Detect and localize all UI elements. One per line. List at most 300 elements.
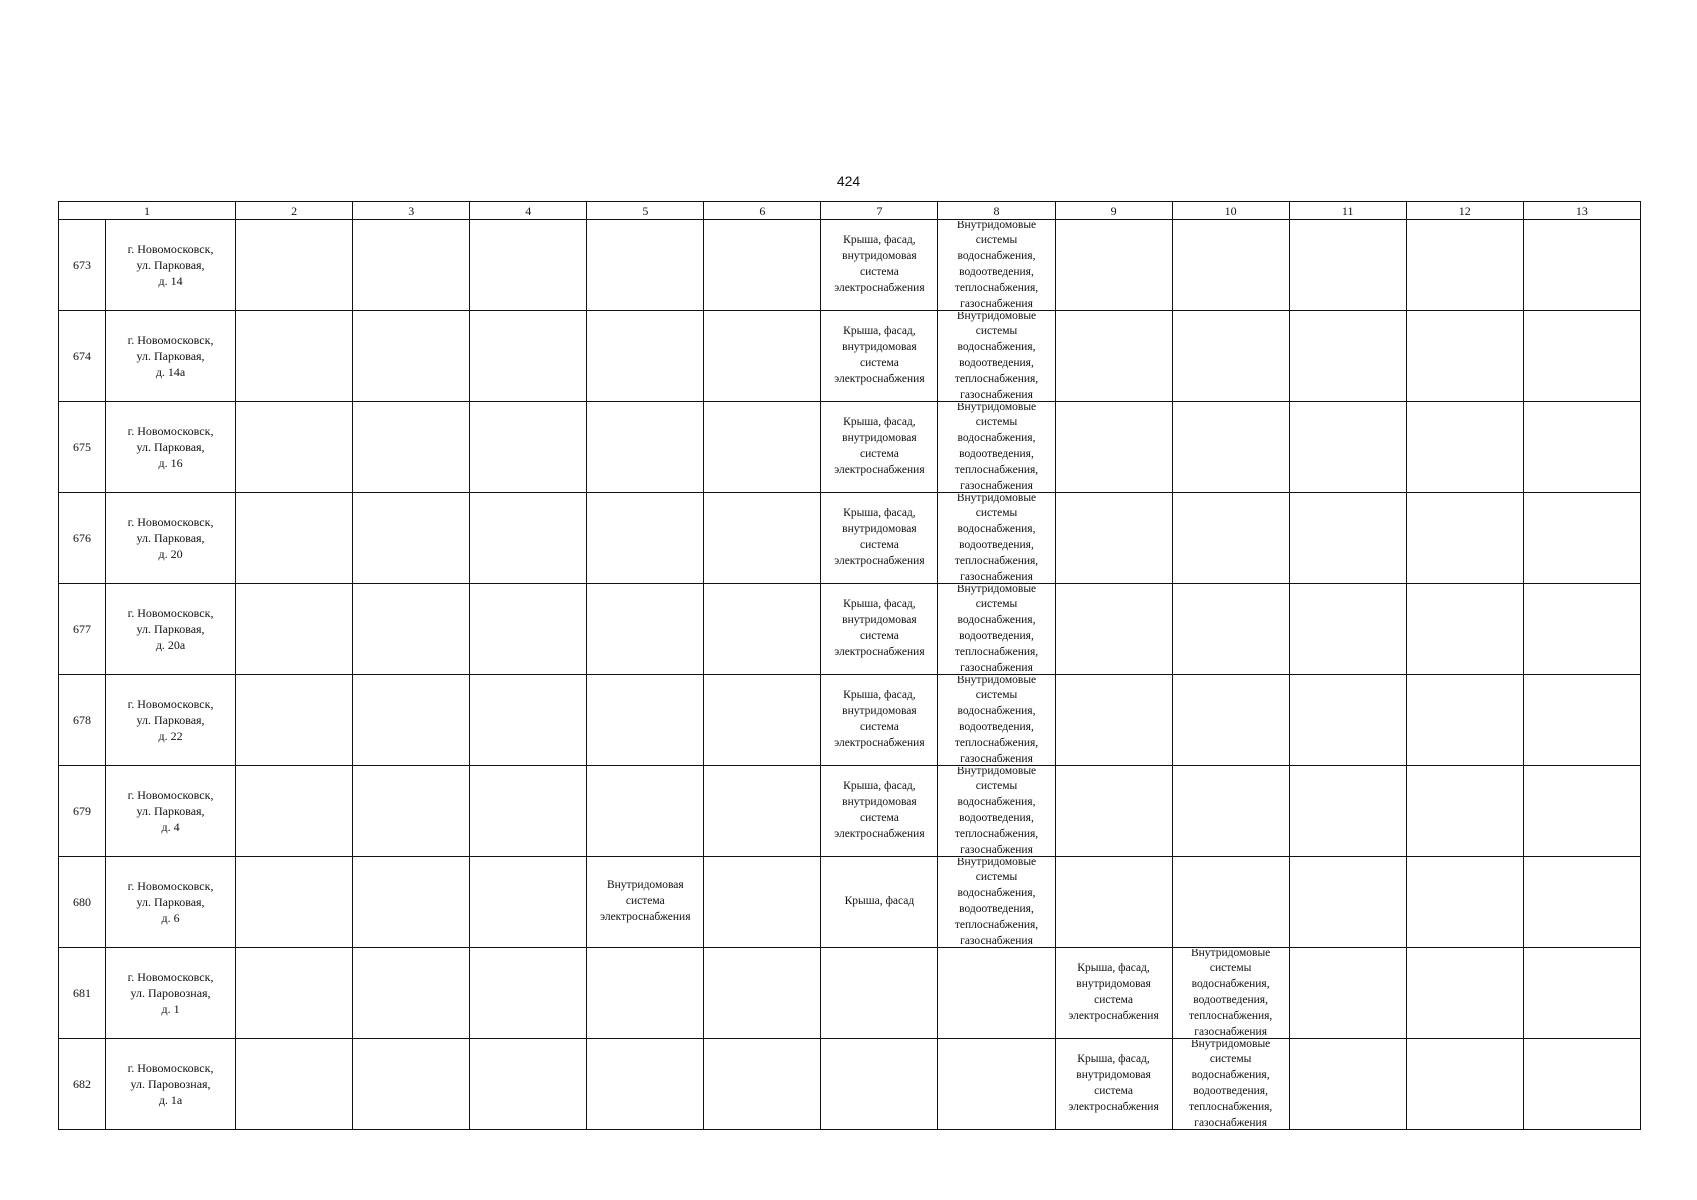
work-text-line: Крыша, фасад, xyxy=(843,507,916,520)
work-cell-c13 xyxy=(1523,857,1640,948)
work-text-line: водоотведения, xyxy=(1193,994,1268,1006)
work-text-line: внутридомовая xyxy=(842,523,917,536)
work-cell-c13 xyxy=(1523,766,1640,857)
work-text-line: водоснабжения, xyxy=(957,614,1036,627)
work-cell-c3 xyxy=(353,584,470,675)
work-text-line: электроснабжения xyxy=(1068,1100,1159,1113)
work-text-line: системы xyxy=(975,234,1018,247)
work-text-line: водоснабжения, xyxy=(957,887,1036,900)
work-cell-c5 xyxy=(587,1039,704,1130)
work-cell-c4 xyxy=(470,493,587,584)
work-text-line: Крыша, фасад, xyxy=(843,325,916,338)
work-text-line: газоснабжения xyxy=(960,934,1033,947)
work-text-line: теплоснабжения, xyxy=(954,554,1039,567)
page-number: 424 xyxy=(836,173,861,189)
work-text-line: системы xyxy=(1209,1053,1252,1066)
work-cell-c4 xyxy=(470,402,587,493)
work-cell-c3 xyxy=(353,311,470,402)
work-text-line: электроснабжения xyxy=(834,554,925,567)
work-text-line: внутридомовая xyxy=(1076,1069,1151,1082)
address-cell xyxy=(106,857,236,948)
work-text-line: Внутридомовые xyxy=(1190,948,1271,959)
address-line: г. Новомосковск, xyxy=(127,970,214,984)
address-line: д. 20а xyxy=(155,638,186,652)
table-row xyxy=(59,220,1641,311)
column-header: 13 xyxy=(1523,202,1640,220)
work-text-line: системы xyxy=(975,689,1018,702)
work-cell-c9 xyxy=(1055,493,1172,584)
work-text-line: система xyxy=(1094,1085,1133,1097)
work-cell-c11 xyxy=(1289,311,1406,402)
work-text-line: Крыша, фасад, xyxy=(843,234,916,247)
work-text-line: Крыша, фасад, xyxy=(843,780,916,793)
work-cell-c9 xyxy=(1055,766,1172,857)
work-text-line: Внутридомовая xyxy=(606,879,684,892)
work-text-line: система xyxy=(860,448,899,460)
work-cell-c7 xyxy=(821,675,938,766)
header-row xyxy=(59,202,1641,220)
work-text-line: водоснабжения, xyxy=(957,705,1036,718)
work-cell-c4 xyxy=(470,857,587,948)
work-text-line: теплоснабжения, xyxy=(954,372,1039,385)
address-cell xyxy=(106,1039,236,1130)
work-cell-c8 xyxy=(938,675,1055,766)
work-text-line: система xyxy=(860,721,899,733)
work-cell-c4 xyxy=(470,311,587,402)
work-cell-c3 xyxy=(353,857,470,948)
work-cell-c8 xyxy=(938,402,1055,493)
work-cell-c9 xyxy=(1055,675,1172,766)
work-cell-c7 xyxy=(821,493,938,584)
work-text-line: Внутридомовые xyxy=(956,402,1037,413)
work-text-line: электроснабжения xyxy=(834,281,925,294)
address-line: ул. Парковая, xyxy=(136,531,205,545)
work-cell-c7 xyxy=(821,311,938,402)
row-number-cell xyxy=(59,493,106,584)
work-cell-c9 xyxy=(1055,311,1172,402)
work-cell-c7 xyxy=(821,857,938,948)
table-row xyxy=(59,311,1641,402)
column-header: 3 xyxy=(353,202,470,220)
row-number-cell xyxy=(59,675,106,766)
work-text-line: внутридомовая xyxy=(842,614,917,627)
address-line: д. 6 xyxy=(161,911,180,925)
column-header: 5 xyxy=(587,202,704,220)
work-text-line: система xyxy=(860,630,899,642)
work-cell-c12 xyxy=(1406,584,1523,675)
work-text-line: водоснабжения, xyxy=(957,341,1036,354)
work-text-line: Внутридомовые xyxy=(956,675,1037,686)
address-cell xyxy=(106,220,236,311)
work-text-line: теплоснабжения, xyxy=(954,281,1039,294)
work-cell-c13 xyxy=(1523,402,1640,493)
work-cell-c12 xyxy=(1406,1039,1523,1130)
column-header: 8 xyxy=(938,202,1055,220)
work-cell-c11 xyxy=(1289,220,1406,311)
work-text-line: система xyxy=(625,895,665,908)
works-table xyxy=(58,201,1641,1130)
work-text-line: водоотведения, xyxy=(959,630,1034,642)
work-text-line: система xyxy=(860,357,899,369)
address-cell xyxy=(106,402,236,493)
table-row xyxy=(59,675,1641,766)
row-number: 673 xyxy=(73,257,91,272)
row-number: 679 xyxy=(73,803,91,818)
work-text-line: газоснабжения xyxy=(1194,1025,1267,1038)
work-text-line: теплоснабжения, xyxy=(1188,1009,1273,1022)
work-cell-c6 xyxy=(704,1039,821,1130)
work-text-line: Крыша, фасад, xyxy=(843,598,916,611)
work-cell-c2 xyxy=(236,766,353,857)
work-cell-c4 xyxy=(470,1039,587,1130)
work-cell-c10 xyxy=(1172,1039,1289,1130)
work-cell-c7 xyxy=(821,766,938,857)
work-cell-c9 xyxy=(1055,584,1172,675)
work-text-line: теплоснабжения, xyxy=(954,827,1039,840)
work-cell-c12 xyxy=(1406,220,1523,311)
work-cell-c2 xyxy=(236,675,353,766)
work-text-line: Крыша, фасад, xyxy=(843,689,916,702)
work-cell-c8 xyxy=(938,1039,1055,1130)
work-text-line: Внутридомовые xyxy=(956,857,1037,868)
row-number: 674 xyxy=(73,348,91,363)
work-text-line: теплоснабжения, xyxy=(954,645,1039,658)
work-text-line: водоснабжения, xyxy=(1191,978,1270,991)
work-cell-c13 xyxy=(1523,311,1640,402)
work-text-line: система xyxy=(860,266,899,278)
work-text-line: Внутридомовые xyxy=(1190,1039,1271,1050)
work-text-line: электроснабжения xyxy=(834,463,925,476)
address-cell xyxy=(106,948,236,1039)
work-text-line: водоснабжения, xyxy=(1191,1069,1270,1082)
work-text-line: газоснабжения xyxy=(960,388,1033,401)
work-cell-c9 xyxy=(1055,1039,1172,1130)
work-cell-c9 xyxy=(1055,402,1172,493)
address-line: ул. Парковая, xyxy=(136,440,205,454)
work-text-line: внутридомовая xyxy=(842,432,917,445)
work-cell-c11 xyxy=(1289,948,1406,1039)
work-cell-c13 xyxy=(1523,493,1640,584)
work-cell-c8 xyxy=(938,493,1055,584)
address-line: г. Новомосковск, xyxy=(127,242,214,256)
work-cell-c5 xyxy=(587,766,704,857)
work-cell-c9 xyxy=(1055,220,1172,311)
work-text-line: водоотведения, xyxy=(959,448,1034,460)
address-line: д. 20 xyxy=(158,547,183,561)
row-number: 676 xyxy=(73,530,91,545)
work-cell-c12 xyxy=(1406,766,1523,857)
table-row xyxy=(59,402,1641,493)
work-text-line: теплоснабжения, xyxy=(954,736,1039,749)
work-cell-c13 xyxy=(1523,220,1640,311)
work-cell-c10 xyxy=(1172,675,1289,766)
work-text-line: электроснабжения xyxy=(834,645,925,658)
table-row xyxy=(59,948,1641,1039)
address-line: ул. Парковая, xyxy=(136,804,205,818)
work-text-line: внутридомовая xyxy=(842,705,917,718)
work-cell-c11 xyxy=(1289,402,1406,493)
work-text-line: система xyxy=(860,812,899,824)
work-cell-c6 xyxy=(704,766,821,857)
row-number-cell xyxy=(59,220,106,311)
row-number: 678 xyxy=(73,712,91,727)
work-text-line: газоснабжения xyxy=(960,297,1033,310)
table-row xyxy=(59,493,1641,584)
work-text-line: системы xyxy=(1209,962,1252,975)
work-cell-c6 xyxy=(704,948,821,1039)
work-text-line: водоснабжения, xyxy=(957,796,1036,809)
address-line: ул. Парковая, xyxy=(136,713,205,727)
work-cell-c11 xyxy=(1289,675,1406,766)
work-cell-c10 xyxy=(1172,948,1289,1039)
work-text-line: электроснабжения xyxy=(1068,1009,1159,1022)
column-header: 2 xyxy=(236,202,353,220)
work-text-line: системы xyxy=(975,325,1018,338)
table-row xyxy=(59,1039,1641,1130)
work-cell-c3 xyxy=(353,493,470,584)
work-cell-c7 xyxy=(821,1039,938,1130)
work-cell-c13 xyxy=(1523,948,1640,1039)
work-cell-c5 xyxy=(587,857,704,948)
work-text-line: системы xyxy=(975,507,1018,520)
work-text-line: Крыша, фасад, xyxy=(843,416,916,429)
work-text-line: Крыша, фасад xyxy=(844,895,915,908)
address-line: ул. Парковая, xyxy=(136,895,205,909)
address-cell xyxy=(106,584,236,675)
work-cell-c9 xyxy=(1055,857,1172,948)
column-header: 11 xyxy=(1289,202,1406,220)
work-cell-c10 xyxy=(1172,766,1289,857)
work-text-line: системы xyxy=(975,416,1018,429)
work-text-line: газоснабжения xyxy=(960,661,1033,674)
work-cell-c7 xyxy=(821,220,938,311)
work-cell-c6 xyxy=(704,402,821,493)
work-text-line: Внутридомовые xyxy=(956,311,1037,322)
work-cell-c10 xyxy=(1172,857,1289,948)
work-text-line: электроснабжения xyxy=(600,910,691,923)
address-line: ул. Парковая, xyxy=(136,258,205,272)
column-header: 4 xyxy=(470,202,587,220)
work-text-line: внутридомовая xyxy=(842,341,917,354)
work-cell-c12 xyxy=(1406,675,1523,766)
work-cell-c7 xyxy=(821,948,938,1039)
work-text-line: теплоснабжения, xyxy=(954,463,1039,476)
column-header: 1 xyxy=(59,202,236,220)
row-number-cell xyxy=(59,766,106,857)
work-text-line: Внутридомовые xyxy=(956,584,1037,595)
work-cell-c5 xyxy=(587,402,704,493)
work-cell-c10 xyxy=(1172,220,1289,311)
address-line: г. Новомосковск, xyxy=(127,515,214,529)
work-cell-c3 xyxy=(353,1039,470,1130)
work-text-line: системы xyxy=(975,871,1018,884)
work-text-line: Внутридомовые xyxy=(956,493,1037,504)
work-cell-c12 xyxy=(1406,857,1523,948)
work-cell-c8 xyxy=(938,857,1055,948)
work-text-line: водоотведения, xyxy=(959,539,1034,551)
address-line: г. Новомосковск, xyxy=(127,697,214,711)
work-text-line: водоотведения, xyxy=(959,721,1034,733)
work-text-line: система xyxy=(860,539,899,551)
work-text-line: внутридомовая xyxy=(842,796,917,809)
work-text-line: водоотведения, xyxy=(959,903,1034,915)
work-text-line: газоснабжения xyxy=(960,479,1033,492)
address-cell xyxy=(106,675,236,766)
work-cell-c2 xyxy=(236,857,353,948)
work-cell-c8 xyxy=(938,766,1055,857)
work-cell-c6 xyxy=(704,675,821,766)
work-text-line: электроснабжения xyxy=(834,736,925,749)
work-cell-c5 xyxy=(587,584,704,675)
work-text-line: Крыша, фасад, xyxy=(1077,1053,1150,1066)
work-text-line: теплоснабжения, xyxy=(1188,1100,1273,1113)
work-text-line: Внутридомовые xyxy=(956,220,1037,231)
row-number: 681 xyxy=(73,985,91,1000)
work-cell-c3 xyxy=(353,675,470,766)
row-number-cell xyxy=(59,584,106,675)
work-text-line: системы xyxy=(975,598,1018,611)
work-cell-c2 xyxy=(236,402,353,493)
address-line: г. Новомосковск, xyxy=(127,788,214,802)
work-cell-c13 xyxy=(1523,675,1640,766)
row-number: 682 xyxy=(73,1076,91,1091)
work-cell-c8 xyxy=(938,584,1055,675)
address-line: д. 1а xyxy=(158,1093,183,1107)
column-header: 9 xyxy=(1055,202,1172,220)
work-cell-c3 xyxy=(353,766,470,857)
row-number-cell xyxy=(59,402,106,493)
address-line: г. Новомосковск, xyxy=(127,424,214,438)
address-line: д. 14 xyxy=(158,274,183,288)
row-number-cell xyxy=(59,857,106,948)
work-cell-c2 xyxy=(236,1039,353,1130)
work-cell-c11 xyxy=(1289,766,1406,857)
work-text-line: система xyxy=(1094,994,1133,1006)
work-cell-c10 xyxy=(1172,311,1289,402)
work-cell-c10 xyxy=(1172,402,1289,493)
work-cell-c7 xyxy=(821,402,938,493)
work-text-line: водоснабжения, xyxy=(957,523,1036,536)
address-line: д. 14а xyxy=(155,365,186,379)
work-text-line: теплоснабжения, xyxy=(954,918,1039,931)
row-number: 680 xyxy=(73,894,91,909)
work-cell-c4 xyxy=(470,675,587,766)
work-cell-c8 xyxy=(938,220,1055,311)
address-line: г. Новомосковск, xyxy=(127,333,214,347)
work-cell-c2 xyxy=(236,584,353,675)
table-row xyxy=(59,857,1641,948)
work-text-line: газоснабжения xyxy=(960,752,1033,765)
work-cell-c5 xyxy=(587,948,704,1039)
work-text-line: газоснабжения xyxy=(1194,1116,1267,1129)
address-cell xyxy=(106,766,236,857)
work-cell-c10 xyxy=(1172,493,1289,584)
work-text-line: водоснабжения, xyxy=(957,432,1036,445)
address-line: д. 4 xyxy=(161,820,180,834)
row-number-cell xyxy=(59,1039,106,1130)
row-number-cell xyxy=(59,948,106,1039)
work-cell-c6 xyxy=(704,584,821,675)
address-line: д. 1 xyxy=(161,1002,180,1016)
work-text-line: системы xyxy=(975,780,1018,793)
work-cell-c8 xyxy=(938,311,1055,402)
work-cell-c8 xyxy=(938,948,1055,1039)
row-number: 675 xyxy=(73,439,91,454)
work-cell-c3 xyxy=(353,948,470,1039)
work-text-line: электроснабжения xyxy=(834,827,925,840)
work-cell-c12 xyxy=(1406,948,1523,1039)
work-cell-c2 xyxy=(236,493,353,584)
address-line: г. Новомосковск, xyxy=(127,606,214,620)
work-text-line: Крыша, фасад, xyxy=(1077,962,1150,975)
work-text-line: газоснабжения xyxy=(960,843,1033,856)
work-cell-c13 xyxy=(1523,584,1640,675)
address-line: д. 22 xyxy=(158,729,183,743)
column-header: 7 xyxy=(821,202,938,220)
work-cell-c2 xyxy=(236,220,353,311)
work-cell-c5 xyxy=(587,311,704,402)
work-cell-c11 xyxy=(1289,493,1406,584)
column-header: 12 xyxy=(1406,202,1523,220)
work-cell-c10 xyxy=(1172,584,1289,675)
work-cell-c4 xyxy=(470,948,587,1039)
work-cell-c12 xyxy=(1406,493,1523,584)
table-row xyxy=(59,584,1641,675)
address-line: ул. Парковая, xyxy=(136,349,205,363)
work-cell-c7 xyxy=(821,584,938,675)
work-cell-c11 xyxy=(1289,584,1406,675)
column-header: 6 xyxy=(704,202,821,220)
work-text-line: водоотведения, xyxy=(959,357,1034,369)
address-line: ул. Паровозная, xyxy=(130,986,211,1000)
work-text-line: электроснабжения xyxy=(834,372,925,385)
work-cell-c2 xyxy=(236,948,353,1039)
work-cell-c5 xyxy=(587,220,704,311)
work-text-line: Внутридомовые xyxy=(956,766,1037,777)
work-cell-c4 xyxy=(470,584,587,675)
work-cell-c3 xyxy=(353,220,470,311)
work-cell-c4 xyxy=(470,766,587,857)
work-cell-c2 xyxy=(236,311,353,402)
work-text-line: внутридомовая xyxy=(1076,978,1151,991)
address-line: д. 16 xyxy=(158,456,183,470)
address-line: г. Новомосковск, xyxy=(127,879,214,893)
work-cell-c13 xyxy=(1523,1039,1640,1130)
address-cell xyxy=(106,311,236,402)
table-row xyxy=(59,766,1641,857)
work-cell-c5 xyxy=(587,493,704,584)
work-cell-c12 xyxy=(1406,311,1523,402)
address-line: г. Новомосковск, xyxy=(127,1061,214,1075)
work-text-line: газоснабжения xyxy=(960,570,1033,583)
work-cell-c3 xyxy=(353,402,470,493)
work-cell-c5 xyxy=(587,675,704,766)
work-text-line: водоотведения, xyxy=(959,266,1034,278)
work-cell-c11 xyxy=(1289,857,1406,948)
work-text-line: водоснабжения, xyxy=(957,250,1036,263)
work-text-line: водоотведения, xyxy=(1193,1085,1268,1097)
address-line: ул. Паровозная, xyxy=(130,1077,211,1091)
work-cell-c6 xyxy=(704,311,821,402)
work-cell-c6 xyxy=(704,220,821,311)
work-cell-c11 xyxy=(1289,1039,1406,1130)
work-cell-c12 xyxy=(1406,402,1523,493)
row-number: 677 xyxy=(73,621,91,636)
row-number-cell xyxy=(59,311,106,402)
address-cell xyxy=(106,493,236,584)
work-cell-c6 xyxy=(704,857,821,948)
work-cell-c9 xyxy=(1055,948,1172,1039)
